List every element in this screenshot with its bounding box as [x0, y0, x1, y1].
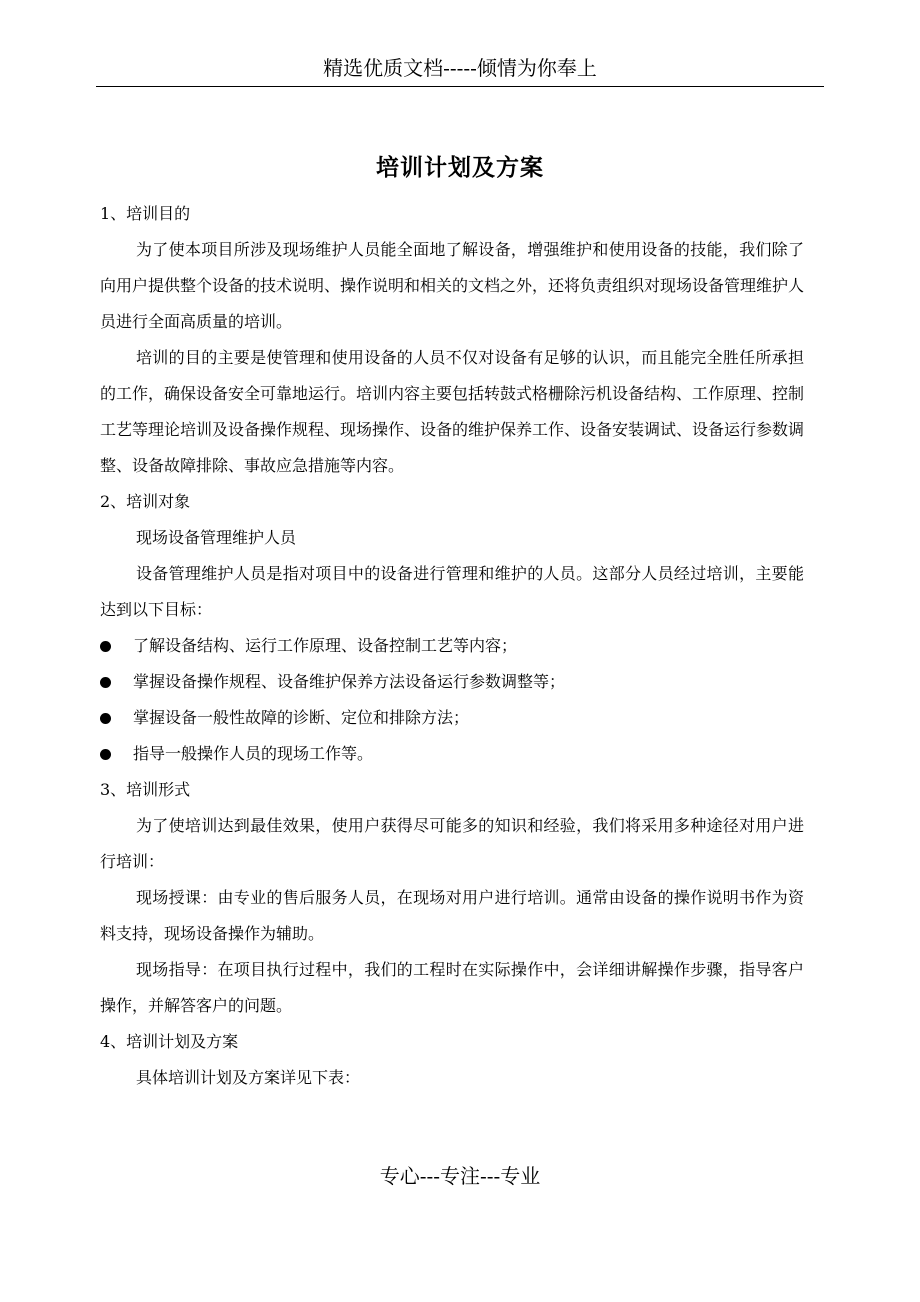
bullet-dot-icon — [100, 641, 111, 652]
section-heading-purpose: 1、培训目的 — [100, 204, 191, 223]
training-goals-list — [100, 628, 804, 772]
format-paragraph-3: 现场指导：在项目执行过程中，我们的工程时在实际操作中，会详细讲解操作步骤，指导客户操作，并解答客户的问题。 — [100, 960, 804, 1015]
purpose-paragraph-2: 培训的目的主要是使管理和使用设备的人员不仅对设备有足够的认识，而且能完全胜任所承担的工作，确保设备安全可靠地运行。培训内容主要包括转鼓式格栅除污机设备结构、工作原理、控制工艺等理论培训及设备操作规程、现场操作、设备的维护保养工作、设备安装调试、设备运行参数调整、设备故障排除、事故应急措施等内容。 — [100, 348, 805, 475]
document-body — [100, 196, 804, 1096]
audience-subheading: 现场设备管理维护人员 — [136, 528, 297, 547]
header-divider — [96, 86, 824, 87]
purpose-paragraph-1: 为了使本项目所涉及现场维护人员能全面地了解设备，增强维护和使用设备的技能，我们除了向用户提供整个设备的技术说明、操作说明和相关的文档之外，还将负责组织对现场设备管理维护人员进行全面高质量的培训。 — [100, 240, 805, 331]
plan-paragraph: 具体培训计划及方案详见下表： — [136, 1068, 361, 1087]
section-heading-plan: 4、培训计划及方案 — [100, 1032, 239, 1051]
list-item-text: 指导一般操作人员的现场工作等。 — [133, 744, 374, 763]
bullet-dot-icon — [100, 677, 111, 688]
list-item — [100, 628, 804, 664]
section-heading-audience: 2、培训对象 — [100, 492, 191, 511]
section-heading-format: 3、培训形式 — [100, 780, 191, 799]
bullet-dot-icon — [100, 713, 111, 724]
format-paragraph-1: 为了使培训达到最佳效果，使用户获得尽可能多的知识和经验，我们将采用多种途径对用户进行培训： — [100, 816, 804, 871]
list-item — [100, 700, 804, 736]
list-item — [100, 736, 804, 772]
list-item-text: 掌握设备一般性故障的诊断、定位和排除方法； — [133, 708, 470, 727]
page-header: 精选优质文档-----倾情为你奉上 — [323, 56, 597, 80]
page-footer: 专心---专注---专业 — [379, 1164, 541, 1188]
format-paragraph-2: 现场授课：由专业的售后服务人员，在现场对用户进行培训。通常由设备的操作说明书作为资料支持，现场设备操作为辅助。 — [100, 888, 804, 943]
audience-paragraph: 设备管理维护人员是指对项目中的设备进行管理和维护的人员。这部分人员经过培训，主要能达到以下目标： — [100, 564, 804, 619]
document-title: 培训计划及方案 — [376, 154, 544, 181]
list-item — [100, 664, 804, 700]
list-item-text: 掌握设备操作规程、设备维护保养方法设备运行参数调整等； — [133, 672, 566, 691]
bullet-dot-icon — [100, 749, 111, 760]
list-item-text: 了解设备结构、运行工作原理、设备控制工艺等内容； — [133, 636, 518, 655]
